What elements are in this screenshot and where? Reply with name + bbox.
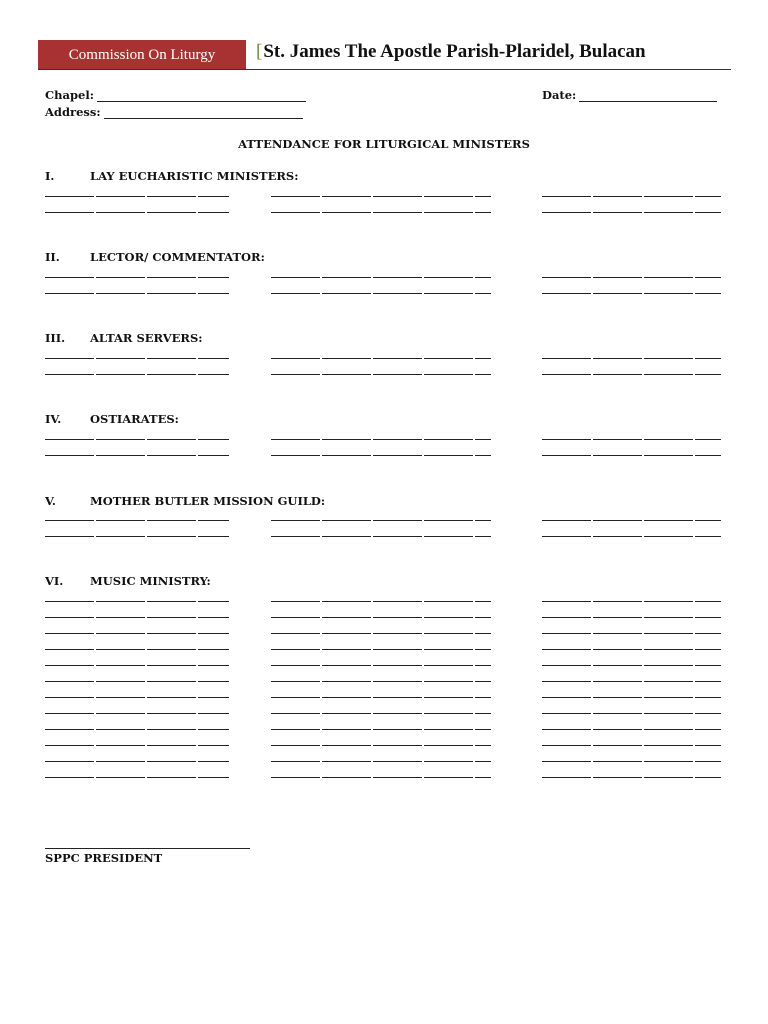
name-blank-line[interactable] bbox=[45, 729, 229, 730]
header-rule bbox=[38, 69, 731, 70]
chapel-field[interactable] bbox=[45, 88, 306, 102]
name-blank-line[interactable] bbox=[45, 277, 229, 278]
section-ostiarates bbox=[45, 412, 179, 426]
name-blank-line[interactable] bbox=[45, 536, 229, 537]
date-label: Date: bbox=[542, 88, 577, 102]
name-blank-line[interactable] bbox=[45, 697, 229, 698]
name-blank-line[interactable] bbox=[542, 358, 721, 359]
name-blank-line[interactable] bbox=[542, 681, 721, 682]
section-number: II. bbox=[45, 250, 60, 264]
signature-label: SPPC PRESIDENT bbox=[45, 851, 163, 865]
parish-title-text: St. James The Apostle Parish-Plaridel, Bulacan bbox=[263, 41, 646, 62]
section-title: LAY EUCHARISTIC MINISTERS: bbox=[90, 169, 299, 183]
section-number: V. bbox=[45, 494, 56, 508]
name-blank-line[interactable] bbox=[542, 697, 721, 698]
name-blank-line[interactable] bbox=[271, 713, 491, 714]
name-blank-line[interactable] bbox=[45, 358, 229, 359]
name-blank-line[interactable] bbox=[542, 439, 721, 440]
name-blank-line[interactable] bbox=[542, 745, 721, 746]
name-blank-line[interactable] bbox=[271, 520, 491, 521]
name-blank-line[interactable] bbox=[542, 212, 721, 213]
name-blank-line[interactable] bbox=[271, 729, 491, 730]
section-number: IV. bbox=[45, 412, 62, 426]
name-blank-line[interactable] bbox=[271, 358, 491, 359]
name-blank-line[interactable] bbox=[45, 649, 229, 650]
name-blank-line[interactable] bbox=[271, 745, 491, 746]
name-blank-line[interactable] bbox=[271, 439, 491, 440]
name-blank-line[interactable] bbox=[45, 455, 229, 456]
name-blank-line[interactable] bbox=[542, 761, 721, 762]
signature-line[interactable] bbox=[45, 848, 250, 849]
address-label: Address: bbox=[45, 105, 101, 119]
section-title: LECTOR/ COMMENTATOR: bbox=[90, 250, 265, 264]
name-blank-line[interactable] bbox=[271, 617, 491, 618]
commission-label-box bbox=[38, 40, 246, 70]
address-field[interactable] bbox=[45, 105, 303, 119]
section-title: OSTIARATES: bbox=[90, 412, 179, 426]
section-title: MOTHER BUTLER MISSION GUILD: bbox=[90, 494, 326, 508]
name-blank-line[interactable] bbox=[45, 617, 229, 618]
name-blank-line[interactable] bbox=[542, 617, 721, 618]
name-blank-line[interactable] bbox=[271, 293, 491, 294]
section-number: I. bbox=[45, 169, 55, 183]
name-blank-line[interactable] bbox=[45, 293, 229, 294]
title-bracket: [ bbox=[256, 41, 263, 62]
name-blank-line[interactable] bbox=[45, 745, 229, 746]
name-blank-line[interactable] bbox=[271, 633, 491, 634]
name-blank-line[interactable] bbox=[45, 777, 229, 778]
name-blank-line[interactable] bbox=[271, 536, 491, 537]
section-number: VI. bbox=[45, 574, 64, 588]
section-lector bbox=[45, 250, 265, 264]
section-lay-eucharistic bbox=[45, 169, 298, 183]
name-blank-line[interactable] bbox=[542, 374, 721, 375]
name-blank-line[interactable] bbox=[542, 277, 721, 278]
name-blank-line[interactable] bbox=[542, 293, 721, 294]
section-altar-servers bbox=[45, 331, 203, 345]
name-blank-line[interactable] bbox=[542, 729, 721, 730]
name-blank-line[interactable] bbox=[542, 713, 721, 714]
name-blank-line[interactable] bbox=[542, 633, 721, 634]
commission-label: Commission On Liturgy bbox=[68, 46, 216, 63]
name-blank-line[interactable] bbox=[271, 212, 491, 213]
name-blank-line[interactable] bbox=[271, 196, 491, 197]
name-blank-line[interactable] bbox=[45, 374, 229, 375]
name-blank-line[interactable] bbox=[45, 633, 229, 634]
section-number: III. bbox=[45, 331, 66, 345]
name-blank-line[interactable] bbox=[542, 665, 721, 666]
form-title: ATTENDANCE FOR LITURGICAL MINISTERS bbox=[238, 137, 530, 151]
name-blank-line[interactable] bbox=[542, 777, 721, 778]
name-blank-line[interactable] bbox=[271, 697, 491, 698]
parish-title bbox=[256, 41, 646, 63]
section-title: ALTAR SERVERS: bbox=[90, 331, 203, 345]
chapel-blank[interactable] bbox=[97, 92, 306, 102]
name-blank-line[interactable] bbox=[45, 439, 229, 440]
name-blank-line[interactable] bbox=[45, 713, 229, 714]
date-blank[interactable] bbox=[579, 92, 717, 102]
section-mother-butler bbox=[45, 494, 325, 508]
name-blank-line[interactable] bbox=[271, 601, 491, 602]
chapel-label: Chapel: bbox=[45, 88, 94, 102]
name-blank-line[interactable] bbox=[45, 212, 229, 213]
address-blank[interactable] bbox=[104, 109, 303, 119]
name-blank-line[interactable] bbox=[271, 649, 491, 650]
name-blank-line[interactable] bbox=[271, 455, 491, 456]
name-blank-line[interactable] bbox=[45, 681, 229, 682]
section-music-ministry bbox=[45, 574, 211, 588]
name-blank-line[interactable] bbox=[542, 455, 721, 456]
name-blank-line[interactable] bbox=[45, 196, 229, 197]
name-blank-line[interactable] bbox=[542, 520, 721, 521]
name-blank-line[interactable] bbox=[271, 374, 491, 375]
name-blank-line[interactable] bbox=[271, 681, 491, 682]
name-blank-line[interactable] bbox=[271, 761, 491, 762]
name-blank-line[interactable] bbox=[542, 536, 721, 537]
name-blank-line[interactable] bbox=[271, 665, 491, 666]
name-blank-line[interactable] bbox=[45, 520, 229, 521]
name-blank-line[interactable] bbox=[542, 196, 721, 197]
name-blank-line[interactable] bbox=[45, 665, 229, 666]
name-blank-line[interactable] bbox=[542, 649, 721, 650]
name-blank-line[interactable] bbox=[45, 601, 229, 602]
name-blank-line[interactable] bbox=[542, 601, 721, 602]
section-title: MUSIC MINISTRY: bbox=[90, 574, 211, 588]
date-field[interactable] bbox=[542, 88, 717, 102]
name-blank-line[interactable] bbox=[271, 777, 491, 778]
name-blank-line[interactable] bbox=[45, 761, 229, 762]
name-blank-line[interactable] bbox=[271, 277, 491, 278]
